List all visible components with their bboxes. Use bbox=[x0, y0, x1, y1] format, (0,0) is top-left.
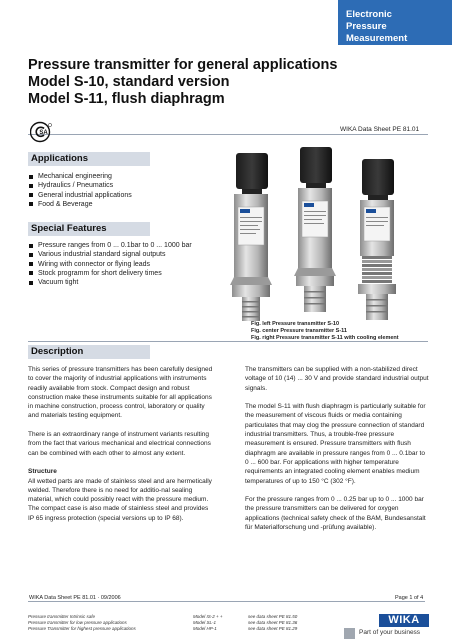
related-products bbox=[28, 614, 297, 633]
title-line-2: Model S-10, standard version bbox=[28, 74, 230, 90]
list-item: Pressure ranges from 0 ... 0.1bar to 0 ... 1000 bar bbox=[28, 241, 192, 250]
paragraph: There is an extraordinary range of instrument variants resulting from the fact that various mechanical and electrical connections can be combined with each other to almost any extent. bbox=[28, 431, 211, 457]
transmitter-s11 bbox=[294, 147, 336, 312]
paragraph: All wetted parts are made of stainless steel and are hermetically welded. Therefore there is no need for additio-nal sealing material, which could possibly react with the pressure medium. The compact case is also made of stainless steel and provides IP 65 ingress protection (special versions up to IP 68). bbox=[28, 477, 212, 522]
description-right-column bbox=[245, 365, 430, 542]
reference-model: Model HP-1 bbox=[193, 626, 217, 632]
transmitter-s10 bbox=[230, 153, 272, 321]
paragraph: The transmitters can be supplied with a non-stabilized direct voltage of 10 (14) ... 30 V and provide standard industrial output signals. bbox=[245, 366, 429, 392]
product-photo bbox=[212, 147, 434, 327]
list-item: Mechanical engineering bbox=[28, 172, 132, 181]
caption-line: Fig. right Pressure transmitter S-11 with cooling element bbox=[251, 335, 399, 341]
category-line-2: Pressure Measurement bbox=[346, 21, 408, 44]
header-divider bbox=[28, 134, 428, 135]
list-item: Wiring with connector or flying leads bbox=[28, 260, 192, 269]
description-heading: Description bbox=[28, 345, 150, 359]
reference-sheet: see data sheet PE 81.36 bbox=[248, 620, 298, 626]
reference-model: Model IS-2 + + bbox=[193, 614, 223, 619]
description-divider bbox=[28, 341, 428, 342]
paragraph: For the pressure ranges from 0 ... 0.25 bar up to 0 ... 1000 bar the pressure transmitters can be delivered for oxygen applications (technical safety check of the BAM, Bundesanstalt für Materialforschung und -prüfung available). bbox=[245, 496, 426, 532]
tagline: Part of your business bbox=[359, 629, 421, 636]
category-box bbox=[338, 0, 452, 45]
description-left-column bbox=[28, 365, 213, 532]
features-list bbox=[28, 241, 192, 287]
list-item: Stock programm for short delivery times bbox=[28, 269, 192, 278]
paragraph: The model S-11 with flush diaphragm is particularly suitable for the measurement of viscous fluids or media containing particulates that may clog the pressure connection of standard industrial transmitters. Thus, a trouble-free pressure measurement is ensured. Pressure transmitters with flush diaphragm are available in pressure ranges from 0 ... 0.1bar to 0 ... 600 bar. For applications with higher temperature requirements an integrated cooling element enables medium temperatures of up to 150 °C (302 °F). bbox=[245, 403, 426, 485]
caption-line: Fig. left Pressure transmitter S-10 bbox=[251, 321, 340, 327]
list-item: Vacuum tight bbox=[28, 278, 192, 287]
top-banner bbox=[0, 0, 452, 45]
applications-heading: Applications bbox=[28, 152, 150, 166]
transmitter-s11-cooling bbox=[358, 159, 396, 320]
reference-label: Pressure transmitter Intrinsic safe bbox=[28, 614, 96, 619]
list-item: Hydraulics / Pneumatics bbox=[28, 181, 132, 190]
footer-datasheet: WIKA Data Sheet PE 81.01 · 09/2006 bbox=[29, 595, 121, 601]
svg-text:SA: SA bbox=[39, 130, 48, 137]
reference-sheet: see data sheet PE 81.29 bbox=[248, 626, 298, 632]
caption-line: Fig. center Pressure transmitter S-11 bbox=[251, 328, 347, 334]
figure-caption bbox=[251, 321, 399, 342]
paragraph: This series of pressure transmitters has been carefully designed to cover the majority of industrial applications with instruments readily available from stock. Compact design and robust construction make these instruments suitable for all applications in machine construction, process control, laboratory or quality and materials testing equipment. bbox=[28, 366, 213, 420]
tagline-mark-icon bbox=[344, 628, 355, 639]
datasheet-label: WIKA Data Sheet PE 81.01 bbox=[340, 126, 420, 133]
page-number: Page 1 of 4 bbox=[395, 595, 424, 601]
footer-divider bbox=[28, 601, 425, 602]
reference-label: Pressure transmitter for low pressure applications bbox=[28, 620, 127, 626]
title-line-3: Model S-11, flush diaphragm bbox=[28, 91, 225, 107]
document-title bbox=[28, 57, 428, 108]
list-item: Food & Beverage bbox=[28, 200, 132, 209]
reference-model: Model SL-1 bbox=[193, 620, 217, 626]
category-line-1: Electronic bbox=[346, 9, 392, 20]
list-item: Various industrial standard signal outputs bbox=[28, 250, 192, 259]
reference-row bbox=[28, 626, 297, 632]
list-item: General industrial applications bbox=[28, 191, 132, 200]
wika-logo-block bbox=[344, 614, 436, 640]
reference-label: Pressure Transmitter for highest pressure applications bbox=[28, 626, 136, 632]
title-line-1: Pressure transmitter for general applications bbox=[28, 57, 338, 73]
applications-list bbox=[28, 172, 132, 209]
wika-logo: WIKA bbox=[379, 614, 429, 627]
structure-heading: Structure bbox=[28, 468, 57, 476]
features-heading: Special Features bbox=[28, 222, 150, 236]
reference-sheet: see data sheet PE 81.50 bbox=[248, 614, 298, 619]
csa-logo bbox=[30, 121, 52, 143]
